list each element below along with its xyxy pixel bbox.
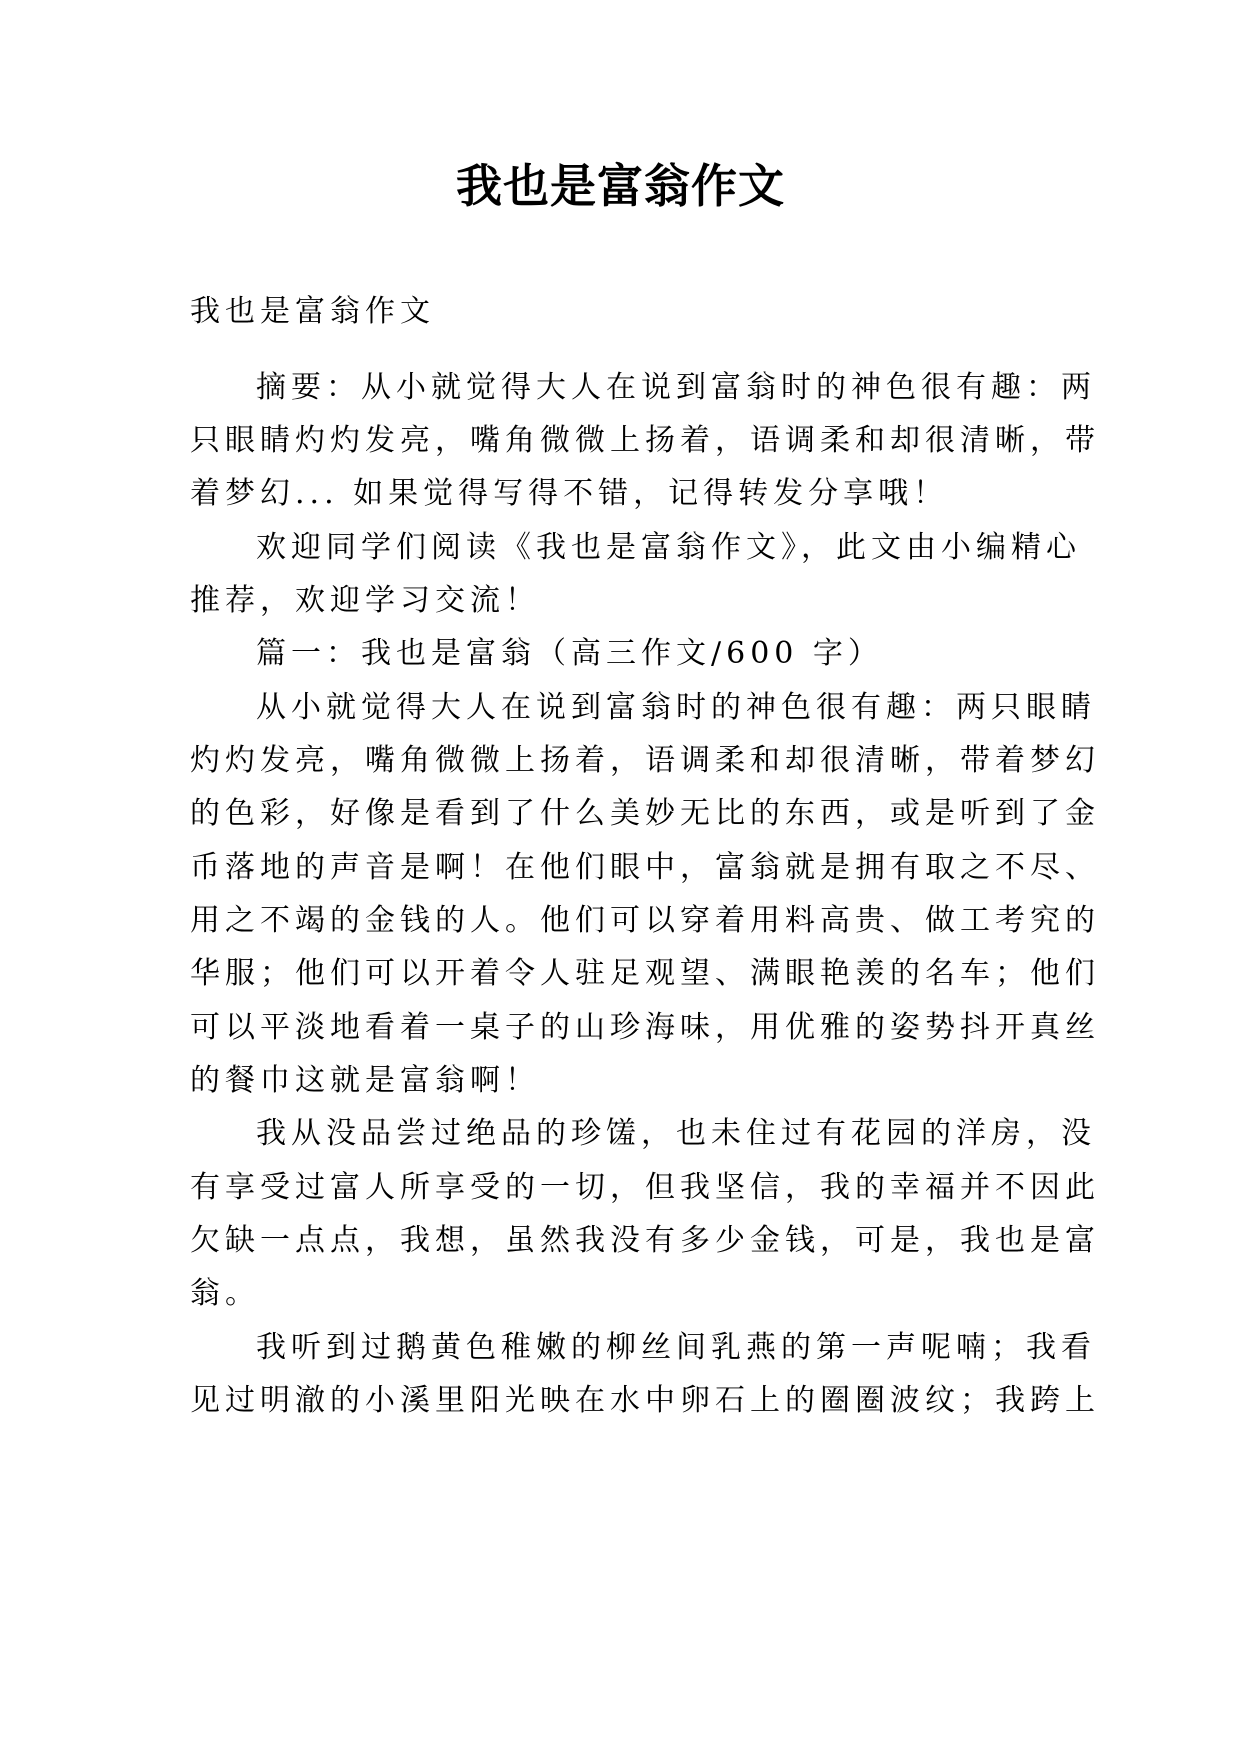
paragraph-line: 翁。: [190, 1276, 260, 1311]
paragraph-line: 从小就觉得大人在说到富翁时的神色很有趣：两只眼睛: [256, 690, 1096, 725]
paragraph-line: 用之不竭的金钱的人。他们可以穿着用料高贵、做工考究的: [190, 903, 1100, 938]
paragraph-line: 华服；他们可以开着令人驻足观望、满眼艳羡的名车；他们: [190, 956, 1100, 991]
paragraph-line: 的色彩，好像是看到了什么美妙无比的东西，或是听到了金: [190, 796, 1100, 831]
paragraph-line: 见过明澈的小溪里阳光映在水中卵石上的圈圈波纹；我跨上: [190, 1383, 1100, 1418]
paragraph-line: 可以平淡地看着一桌子的山珍海味，用优雅的姿势抖开真丝: [190, 1010, 1100, 1045]
paragraph-line: 欢迎同学们阅读《我也是富翁作文》，此文由小编精心: [256, 530, 1081, 565]
document-subtitle: 我也是富翁作文: [190, 294, 435, 329]
paragraph-line: 我从没品尝过绝品的珍馐，也未住过有花园的洋房，没: [256, 1116, 1096, 1151]
paragraph-line: 只眼睛灼灼发亮，嘴角微微上扬着，语调柔和却很清晰，带: [190, 423, 1100, 458]
paragraph-line: 篇一：我也是富翁（高三作文/600 字）: [256, 636, 883, 671]
paragraph-line: 的餐巾这就是富翁啊！: [190, 1063, 540, 1098]
paragraph-line: 币落地的声音是啊！在他们眼中，富翁就是拥有取之不尽、: [190, 850, 1100, 885]
paragraph-line: 欠缺一点点，我想，虽然我没有多少金钱，可是，我也是富: [190, 1223, 1100, 1258]
paragraph-line: 着梦幻... 如果觉得写得不错，记得转发分享哦！: [190, 476, 949, 511]
paragraph-line: 我听到过鹅黄色稚嫩的柳丝间乳燕的第一声呢喃；我看: [256, 1330, 1096, 1365]
paragraph-line: 有享受过富人所享受的一切，但我坚信，我的幸福并不因此: [190, 1170, 1100, 1205]
paragraph-line: 摘要：从小就觉得大人在说到富翁时的神色很有趣：两: [256, 370, 1096, 405]
paragraph-line: 灼灼发亮，嘴角微微上扬着，语调柔和却很清晰，带着梦幻: [190, 743, 1100, 778]
document-title: 我也是富翁作文: [456, 159, 785, 213]
paragraph-line: 推荐，欢迎学习交流！: [190, 583, 540, 618]
